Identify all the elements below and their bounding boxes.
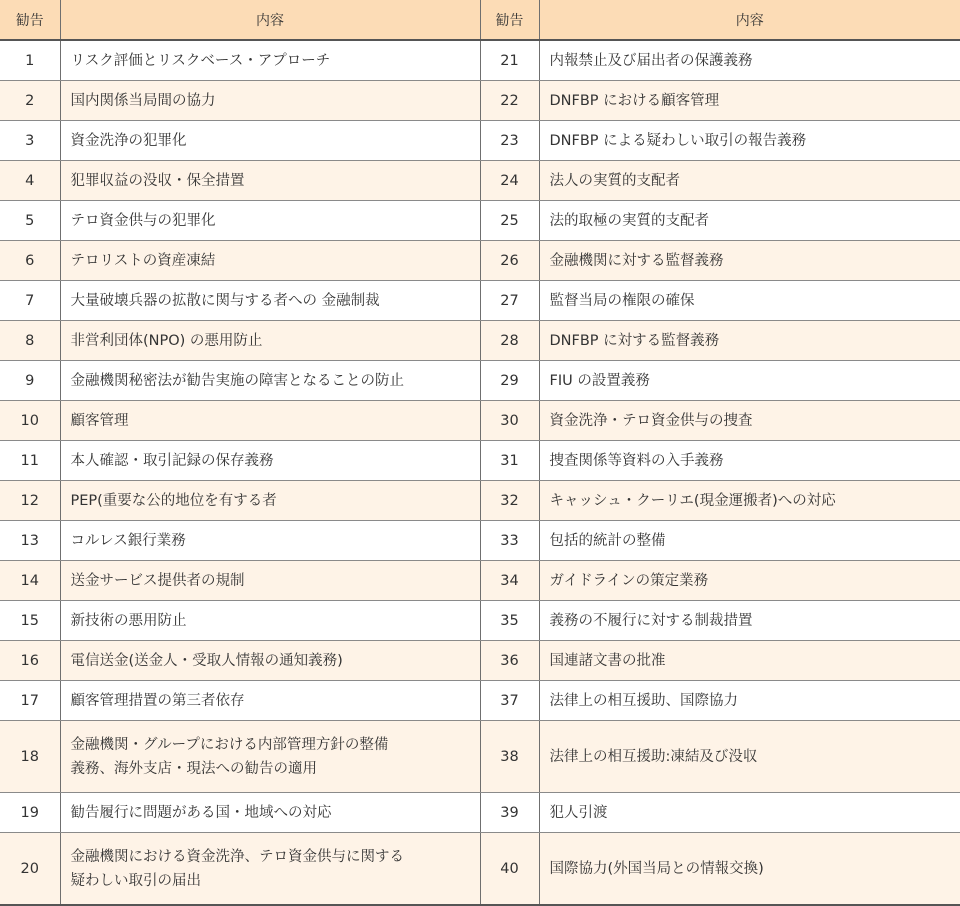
header-row [0, 0, 960, 40]
left-content [60, 521, 480, 561]
right-number: 30 [480, 401, 539, 441]
left-content [60, 833, 480, 906]
left-text: 国内関係当局間の協力 [70, 92, 216, 109]
right-number: 39 [480, 793, 539, 833]
left-text: 送金サービス提供者の規制 [70, 572, 245, 589]
left-text: 勧告履行に問題がある国・地域への対応 [70, 804, 332, 821]
right-number: 35 [480, 601, 539, 641]
table-row [0, 601, 960, 641]
left-content [60, 241, 480, 281]
header-content-left: 内容 [60, 0, 480, 40]
right-content: 法人の実質的支配者 [539, 161, 960, 201]
left-content [60, 681, 480, 721]
left-text: 金融機関における資金洗浄、テロ資金供与に関する [70, 848, 404, 865]
left-text: リスク評価とリスクベース・アプローチ [70, 52, 331, 69]
table-row [0, 161, 960, 201]
left-number: 1 [0, 40, 60, 81]
left-content [60, 321, 480, 361]
left-number: 20 [0, 833, 60, 906]
right-number: 33 [480, 521, 539, 561]
left-content [60, 81, 480, 121]
table-row [0, 481, 960, 521]
right-content: DNFBP に対する監督義務 [539, 321, 960, 361]
left-content [60, 793, 480, 833]
left-number: 13 [0, 521, 60, 561]
right-content: 法律上の相互援助、国際協力 [539, 681, 960, 721]
left-number: 12 [0, 481, 60, 521]
left-text-line2: 疑わしい取引の届出 [70, 872, 201, 889]
right-number: 29 [480, 361, 539, 401]
left-content [60, 201, 480, 241]
header-num-left: 勧告 [0, 0, 60, 40]
right-number: 37 [480, 681, 539, 721]
right-number: 36 [480, 641, 539, 681]
left-content [60, 361, 480, 401]
left-content [60, 161, 480, 201]
left-number: 4 [0, 161, 60, 201]
right-content: FIU の設置義務 [539, 361, 960, 401]
table-row [0, 793, 960, 833]
left-content [60, 281, 480, 321]
left-text: 顧客管理措置の第三者依存 [70, 692, 245, 709]
left-text: 金融機関・グループにおける内部管理方針の整備 [70, 736, 389, 753]
right-number: 28 [480, 321, 539, 361]
right-number: 21 [480, 40, 539, 81]
right-content: 法律上の相互援助:凍結及び没収 [539, 721, 960, 793]
left-text: コルレス銀行業務 [70, 532, 186, 549]
right-number: 40 [480, 833, 539, 906]
header-content-right: 内容 [539, 0, 960, 40]
header-num-right: 勧告 [480, 0, 539, 40]
left-content [60, 641, 480, 681]
left-number: 9 [0, 361, 60, 401]
table-row [0, 361, 960, 401]
table-row [0, 641, 960, 681]
right-number: 22 [480, 81, 539, 121]
left-text: 犯罪収益の没収・保全措置 [70, 172, 245, 189]
left-content [60, 561, 480, 601]
table-row [0, 201, 960, 241]
right-content: 監督当局の権限の確保 [539, 281, 960, 321]
left-text: 大量破壊兵器の拡散に関与する者への 金融制裁 [70, 292, 380, 309]
left-number: 18 [0, 721, 60, 793]
right-content: 包括的統計の整備 [539, 521, 960, 561]
right-number: 32 [480, 481, 539, 521]
right-number: 24 [480, 161, 539, 201]
left-number: 15 [0, 601, 60, 641]
right-content: 国際協力(外国当局との情報交換) [539, 833, 960, 906]
right-content: DNFBP における顧客管理 [539, 81, 960, 121]
left-text: 非営利団体(NPO) の悪用防止 [70, 332, 263, 349]
table-row [0, 521, 960, 561]
table-row [0, 833, 960, 906]
left-number: 19 [0, 793, 60, 833]
table-row [0, 40, 960, 81]
right-number: 31 [480, 441, 539, 481]
table-row [0, 401, 960, 441]
right-content: 法的取極の実質的支配者 [539, 201, 960, 241]
left-content [60, 441, 480, 481]
left-content [60, 121, 480, 161]
left-text: 顧客管理 [70, 412, 129, 429]
left-number: 11 [0, 441, 60, 481]
left-text: テロリストの資産凍結 [70, 252, 216, 269]
left-text: 電信送金(送金人・受取人情報の通知義務) [70, 652, 343, 669]
left-content [60, 401, 480, 441]
right-content: 義務の不履行に対する制裁措置 [539, 601, 960, 641]
right-content: 捜査関係等資料の入手義務 [539, 441, 960, 481]
left-text: 新技術の悪用防止 [70, 612, 187, 629]
table-row [0, 721, 960, 793]
table-row [0, 681, 960, 721]
left-number: 17 [0, 681, 60, 721]
left-content [60, 721, 480, 793]
left-text-line2: 義務、海外支店・現法への勧告の適用 [70, 760, 317, 777]
right-content: DNFBP による疑わしい取引の報告義務 [539, 121, 960, 161]
left-text: 金融機関秘密法が勧告実施の障害となることの防止 [70, 372, 404, 389]
right-number: 25 [480, 201, 539, 241]
left-number: 6 [0, 241, 60, 281]
right-content: ガイドラインの策定業務 [539, 561, 960, 601]
table-row [0, 321, 960, 361]
right-content: 犯人引渡 [539, 793, 960, 833]
left-number: 3 [0, 121, 60, 161]
right-content: 金融機関に対する監督義務 [539, 241, 960, 281]
right-number: 38 [480, 721, 539, 793]
right-content: 国連諸文書の批准 [539, 641, 960, 681]
left-text: テロ資金供与の犯罪化 [70, 212, 216, 229]
right-content: キャッシュ・クーリエ(現金運搬者)への対応 [539, 481, 960, 521]
left-number: 8 [0, 321, 60, 361]
table-row [0, 121, 960, 161]
left-content [60, 481, 480, 521]
right-number: 34 [480, 561, 539, 601]
left-number: 16 [0, 641, 60, 681]
right-number: 23 [480, 121, 539, 161]
left-number: 14 [0, 561, 60, 601]
left-number: 7 [0, 281, 60, 321]
left-number: 2 [0, 81, 60, 121]
right-content: 内報禁止及び届出者の保護義務 [539, 40, 960, 81]
table-row [0, 81, 960, 121]
right-number: 27 [480, 281, 539, 321]
left-content [60, 601, 480, 641]
left-number: 5 [0, 201, 60, 241]
table-row [0, 241, 960, 281]
table-row [0, 441, 960, 481]
table-row [0, 561, 960, 601]
right-content: 資金洗浄・テロ資金供与の捜査 [539, 401, 960, 441]
left-text: PEP(重要な公的地位を有する者 [70, 492, 277, 509]
left-text: 資金洗浄の犯罪化 [70, 132, 187, 149]
left-text: 本人確認・取引記録の保存義務 [70, 452, 274, 469]
left-content [60, 40, 480, 81]
table-row [0, 281, 960, 321]
left-number: 10 [0, 401, 60, 441]
right-number: 26 [480, 241, 539, 281]
